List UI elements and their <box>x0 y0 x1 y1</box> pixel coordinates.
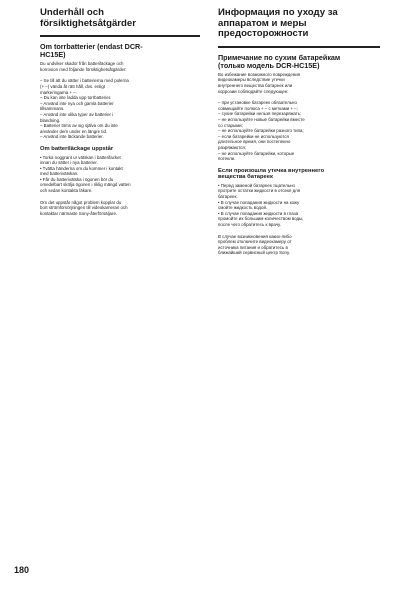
list-item: – Du kan inte ladda upp torrbatterier. <box>40 95 112 101</box>
list-item: • Får du batterivätska i ögonen bör du omedelbart skölja ögonen i riklig mängd vatten och sedan kontakta läkare. <box>40 176 131 194</box>
leak-list <box>218 183 380 228</box>
list-item: • Tvätta händerna om du kommer i kontakt med batterivätskan. <box>40 165 123 177</box>
list-item: • В случае попадания жидкости в глаза промойте их большим количеством воды, после чего обратитесь к врачу. <box>218 210 304 228</box>
precaution-list <box>40 78 200 140</box>
right-column-russian <box>218 8 380 262</box>
outro-paragraph: Om det uppstår något problem kopplar du bort strömförsörjningen till videokameran och kontaktar närmaste Sony-återförsäljare. <box>40 199 128 216</box>
leak-list <box>40 155 200 194</box>
intro-paragraph: Du undviker skador från batteriläckage och korrosion med följande försiktighetsåtgärder: <box>40 61 127 72</box>
precaution-list <box>218 100 380 162</box>
section-heading: Информация по уходу за аппаратом и меры предосторожности <box>218 7 338 40</box>
list-item: • Torka noggrant ur vätskan i batterifacket innan du sätter i nya batterier. <box>40 154 121 166</box>
list-item: – не используйте батарейки, которые потекли. <box>218 150 295 162</box>
intro-paragraph: Во избежание возможного повреждения видеокамеры вследствие утечки внутреннего вещества батареек или коррозии соблюдайте следующее: <box>218 71 301 94</box>
list-item: – не используйте новые батарейки вместе со старыми; <box>218 116 305 128</box>
outro-paragraph: В случае возникновения каких-либо проблем отключите видеокамеру от источника питания и обратитесь в ближайший сервисный центр Sony. <box>218 233 292 256</box>
list-item: – Se till att du sätter i batterierna med polerna (+ –) vända åt rätt håll, dvs. enligt markeringarna + –. <box>40 78 129 95</box>
heading-rule <box>40 35 200 37</box>
page-number: 180 <box>14 565 30 575</box>
heading-rule <box>218 46 380 48</box>
battery-section-title: Примечание по сухим батарейкам (только модель DCR-HC15E) <box>218 52 341 70</box>
leak-subtitle: Если произошла утечка внутреннего вещества батареек <box>218 167 325 181</box>
battery-section-title: Om torrbatterier (endast DCR- HC15E) <box>40 42 143 60</box>
list-item: – Använd inte nya och gamla batterier tillsammans. <box>40 100 114 112</box>
list-item: • В случае попадания жидкости на кожу смойте жидкость водой. <box>218 199 300 211</box>
section-heading: Underhåll och försiktighetsåtgärder <box>40 7 136 29</box>
list-item: • Перед заменой батареек тщательно протрите остатки жидкости в отсеке для батареек. <box>218 182 301 200</box>
left-column-swedish <box>40 8 200 222</box>
list-item: – если батарейки не используются длительное время, они постепенно разряжаются; <box>218 133 291 150</box>
list-item: – Använd inte läckande batterier. <box>40 134 104 140</box>
list-item: – Använd inte olika typer av batterier i blandning. <box>40 111 114 123</box>
leak-subtitle: Om batteriläckage uppstår <box>40 145 114 152</box>
list-item: – при установке батареек обязательно совмещайте полюса + – с метками + –; <box>218 100 298 111</box>
list-item: – Batterier töms av sig själva om du inte använder dem under en längre tid. <box>40 123 118 134</box>
list-item: – не используйте батарейки разного типа; <box>218 128 304 134</box>
list-item: – сухие батарейки нельзя перезаряжать; <box>218 111 302 117</box>
